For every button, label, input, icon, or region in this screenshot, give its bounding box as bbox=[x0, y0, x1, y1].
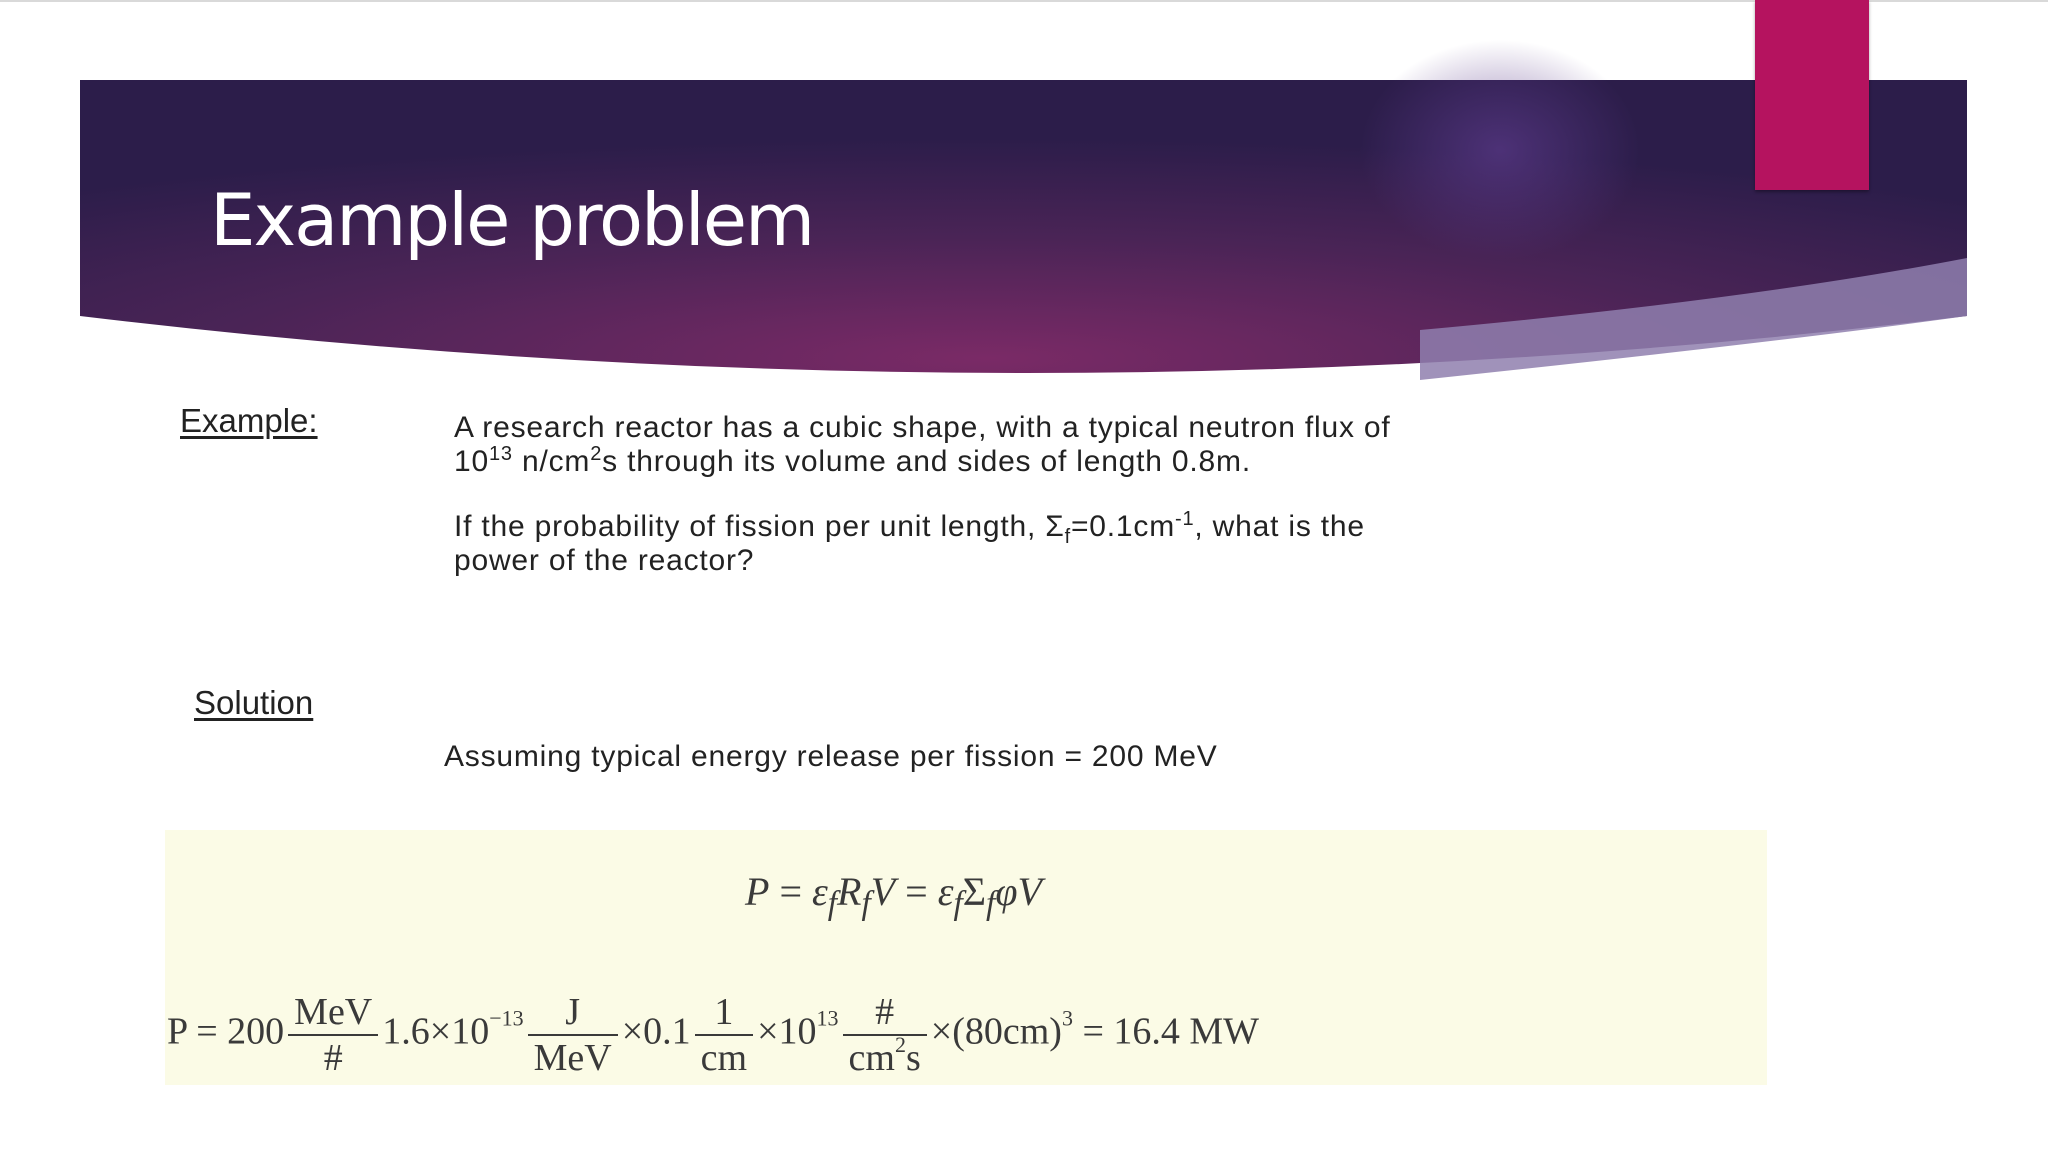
slide-title: Example problem bbox=[210, 178, 814, 262]
power-formula: $P = \varepsilon_fR_fV = \varepsilon_f\Sigma_f\varphi V$ bbox=[745, 869, 1042, 922]
result-value: = 16.4 MW bbox=[1082, 1010, 1260, 1053]
example-text: A research reactor has a cubic shape, with a typical neutron flux of $10^{13}$ $n/cm^2s$ through its volume and sides of length 0.8m. bbox=[454, 411, 1391, 478]
solution-label: Solution bbox=[194, 684, 314, 721]
power-calculation: P = 200 $\frac{\text{MeV}}{\#}$ $1.6\times 10^{-13}$ $\frac{J}{\text{MeV}}$ ×0.1 $\frac{1}{cm}$ $\times 10^{13}$ $\frac{\#}{cm^2s}$ $\times(80cm)^3 = 16.4$ MW bbox=[167, 991, 1260, 1079]
frac-mev-per-fission: $\frac{\text{MeV}}{\#}$ bbox=[288, 990, 378, 1080]
frac-j-per-mev: $\frac{J}{\text{MeV}}$ bbox=[528, 990, 618, 1080]
assumption-text: Assuming typical energy release per fission = 200 MeV bbox=[444, 740, 1218, 773]
question-text: If the probability of fission per unit length, $\Sigma_f=0.1cm^{-1}$, what is the power of the reactor? bbox=[454, 508, 1365, 577]
frac-per-cm: $\frac{1}{cm}$ bbox=[695, 990, 753, 1080]
example-label: Example: bbox=[180, 402, 318, 439]
formula-box bbox=[165, 830, 1767, 1085]
example-line1: A research reactor has a cubic shape, with a typical neutron flux of bbox=[454, 411, 1391, 444]
frac-per-cm2s: $\frac{\#}{cm^2s}$ bbox=[843, 990, 927, 1080]
